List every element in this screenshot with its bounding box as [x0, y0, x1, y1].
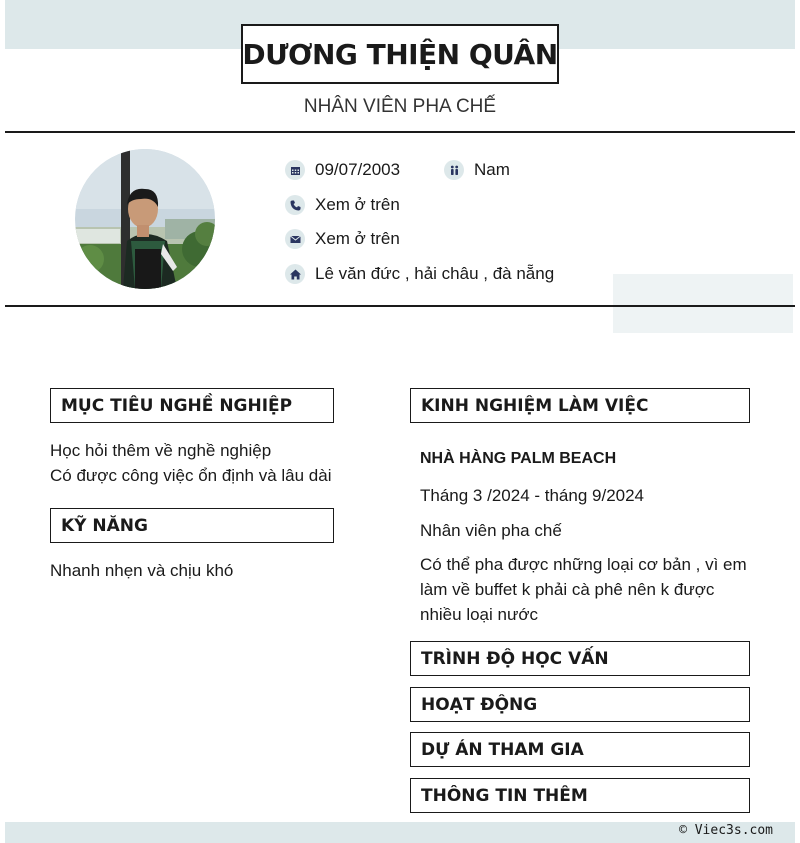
address-value: Lê văn đức , hải châu , đà nẵng — [315, 264, 555, 283]
objective-heading-box — [50, 388, 334, 423]
gender-row — [444, 160, 510, 180]
activities-heading-box — [410, 687, 750, 722]
name-box — [241, 24, 559, 84]
address-row — [285, 264, 554, 284]
objective-heading: MỤC TIÊU NGHỀ NGHIỆP — [61, 395, 293, 416]
birthdate-row — [285, 160, 400, 180]
email-icon — [285, 229, 305, 249]
footer-band — [5, 822, 795, 843]
birthdate-value: 09/07/2003 — [315, 160, 401, 179]
experience-desc-line-1: Có thể pha được những loại cơ bản , vì em — [420, 555, 747, 574]
experience-desc-line-3: nhiều loại nước — [420, 605, 538, 624]
experience-heading-box — [410, 388, 750, 423]
experience-desc-line-2: làm về buffet k phải cà phê nên k được — [420, 580, 715, 599]
objective-line-2: Có được công việc ổn định và lâu dài — [50, 466, 332, 485]
gender-value: Nam — [474, 160, 510, 179]
objective-line-1: Học hỏi thêm về nghề nghiệp — [50, 441, 272, 460]
copyright-text: © Viec3s.com — [679, 823, 773, 838]
decorative-panel — [613, 274, 793, 333]
avatar-photo — [75, 149, 215, 289]
additional-info-heading-box — [410, 778, 750, 813]
education-heading-box — [410, 641, 750, 676]
phone-row — [285, 195, 400, 215]
email-row — [285, 229, 400, 249]
phone-value: Xem ở trên — [315, 195, 400, 214]
divider-top — [5, 131, 795, 133]
calendar-icon — [285, 160, 305, 180]
divider-bottom — [5, 305, 795, 307]
candidate-name: DƯƠNG THIỆN QUÂN — [242, 37, 558, 71]
skills-heading-box — [50, 508, 334, 543]
home-icon — [285, 264, 305, 284]
email-value: Xem ở trên — [315, 229, 400, 248]
experience-company: NHÀ HÀNG PALM BEACH — [420, 450, 617, 467]
gender-icon — [444, 160, 464, 180]
activities-heading: HOẠT ĐỘNG — [421, 694, 538, 715]
education-heading: TRÌNH ĐỘ HỌC VẤN — [421, 648, 609, 669]
skills-text: Nhanh nhẹn và chịu khó — [50, 561, 234, 580]
experience-period: Tháng 3 /2024 - tháng 9/2024 — [420, 486, 645, 505]
phone-icon — [285, 195, 305, 215]
experience-heading: KINH NGHIỆM LÀM VIỆC — [421, 395, 649, 416]
skills-heading: KỸ NĂNG — [61, 515, 148, 536]
additional-info-heading: THÔNG TIN THÊM — [421, 785, 588, 806]
projects-heading-box — [410, 732, 750, 767]
job-title: NHÂN VIÊN PHA CHẾ — [303, 96, 497, 117]
experience-position: Nhân viên pha chế — [420, 521, 562, 540]
projects-heading: DỰ ÁN THAM GIA — [421, 739, 584, 760]
